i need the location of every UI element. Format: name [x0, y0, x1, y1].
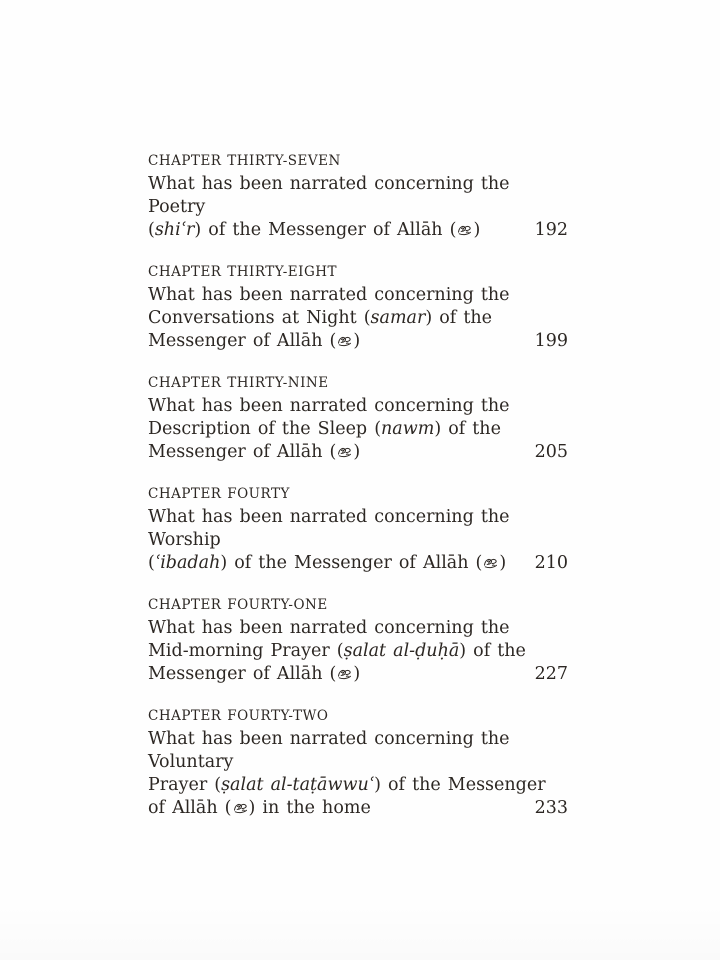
toc-list — [148, 152, 568, 841]
entry-line-text: What has been narrated concerning the Voluntary — [148, 729, 510, 772]
entry-line — [148, 330, 568, 353]
entry-line — [148, 640, 568, 663]
entry-line-text: (shiʿr) of the Messenger of Allāh ( ) — [148, 220, 481, 240]
entry-line — [148, 307, 568, 330]
toc-entry — [148, 152, 568, 242]
entry-line-text: (ʿibadah) of the Messenger of Allāh ( ) — [148, 553, 507, 573]
entry-line — [148, 284, 568, 307]
entry-line-text: What has been narrated concerning the Poetry — [148, 174, 510, 217]
entry-line — [148, 797, 568, 820]
transliteration: ṣalat al-taṭāwwuʿ — [221, 775, 375, 795]
transliteration: ʿibadah — [154, 553, 221, 573]
entry-line — [148, 173, 568, 219]
toc-entry — [148, 263, 568, 353]
entry-line-text: Conversations at Night (samar) of the — [148, 308, 492, 328]
entry-lines — [148, 173, 568, 242]
page-number: 205 — [534, 442, 568, 462]
chapter-heading: CHAPTER FOURTY-ONE — [148, 597, 328, 613]
entry-lines — [148, 284, 568, 353]
page-number: 199 — [534, 331, 568, 351]
entry-lines — [148, 728, 568, 820]
entry-line — [148, 552, 568, 575]
entry-lines — [148, 617, 568, 686]
entry-line — [148, 506, 568, 552]
transliteration: samar — [370, 308, 426, 328]
entry-lines — [148, 506, 568, 575]
entry-line-text: What has been narrated concerning the — [148, 396, 510, 416]
page-number: 233 — [534, 798, 568, 818]
chapter-heading: CHAPTER THIRTY-EIGHT — [148, 264, 338, 280]
toc-entry — [148, 374, 568, 464]
honorific-icon — [337, 667, 352, 680]
honorific-icon — [337, 334, 352, 347]
toc-entry — [148, 707, 568, 820]
entry-line — [148, 774, 568, 797]
entry-line — [148, 728, 568, 774]
transliteration: nawm — [381, 419, 435, 439]
page-number: 227 — [534, 664, 568, 684]
entry-line — [148, 663, 568, 686]
entry-line-text: Messenger of Allāh ( ) — [148, 664, 361, 684]
entry-lines — [148, 395, 568, 464]
entry-line — [148, 395, 568, 418]
entry-line-text: Messenger of Allāh ( ) — [148, 331, 361, 351]
entry-line-text: of Allāh ( ) in the home — [148, 798, 371, 818]
entry-line-text: Description of the Sleep (nawm) of the — [148, 419, 501, 439]
honorific-icon — [233, 801, 248, 814]
entry-line — [148, 219, 568, 242]
chapter-heading: CHAPTER THIRTY-NINE — [148, 375, 329, 391]
chapter-heading: CHAPTER FOURTY-TWO — [148, 708, 329, 724]
honorific-icon — [457, 223, 472, 236]
page-number: 192 — [534, 220, 568, 240]
page-number: 210 — [534, 553, 568, 573]
transliteration: ṣalat al-ḍuḥā — [343, 641, 460, 661]
entry-line-text: What has been narrated concerning the — [148, 618, 510, 638]
entry-line-text: What has been narrated concerning the — [148, 285, 510, 305]
entry-line — [148, 418, 568, 441]
chapter-heading: CHAPTER THIRTY-SEVEN — [148, 153, 341, 169]
transliteration: shiʿr — [154, 220, 195, 240]
entry-line-text: Messenger of Allāh ( ) — [148, 442, 361, 462]
toc-entry — [148, 485, 568, 575]
entry-line — [148, 617, 568, 640]
toc-entry — [148, 596, 568, 686]
entry-line — [148, 441, 568, 464]
honorific-icon — [483, 556, 498, 569]
entry-line-text: What has been narrated concerning the Worship — [148, 507, 510, 550]
entry-line-text: Mid-morning Prayer (ṣalat al-ḍuḥā) of the — [148, 641, 526, 661]
honorific-icon — [337, 445, 352, 458]
chapter-heading: CHAPTER FOURTY — [148, 486, 290, 502]
entry-line-text: Prayer (ṣalat al-taṭāwwuʿ) of the Messenger — [148, 775, 546, 795]
